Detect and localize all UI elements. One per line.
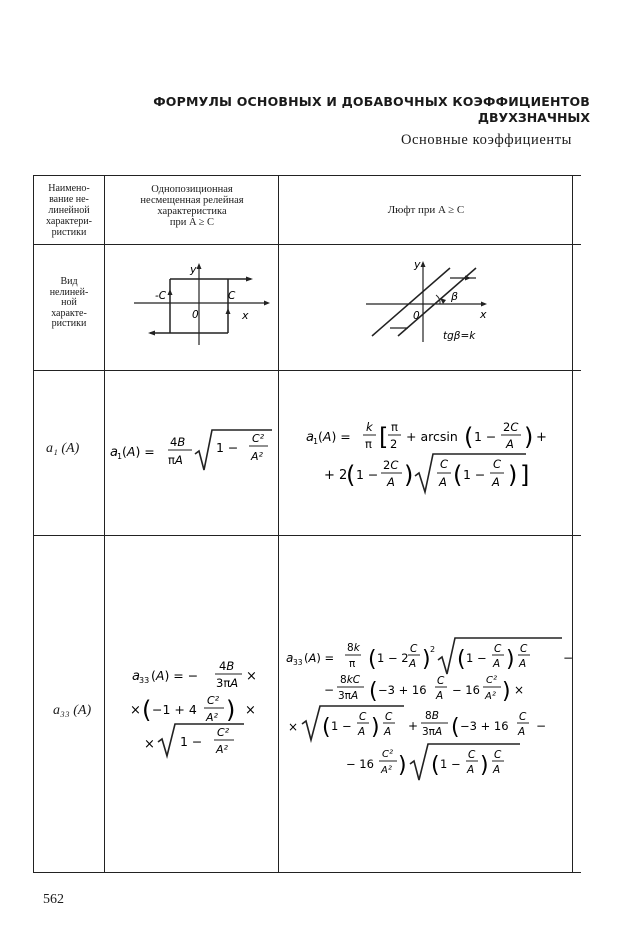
svg-text:(: (	[431, 753, 440, 778]
svg-text:×: ×	[246, 669, 257, 684]
svg-text:33: 33	[139, 676, 150, 685]
svg-text:A²: A²	[381, 765, 392, 776]
formula-a33-backlash	[280, 630, 572, 790]
svg-text:1 − 2: 1 − 2	[377, 651, 409, 665]
svg-text:A: A	[387, 475, 395, 489]
svg-text:C²: C²	[486, 675, 497, 686]
svg-text:+: +	[536, 430, 547, 445]
svg-text:C: C	[410, 643, 418, 655]
svg-text:π: π	[391, 420, 398, 434]
backlash-characteristic-diagram	[280, 246, 572, 368]
svg-text:−: −	[536, 719, 547, 733]
svg-text:−: −	[563, 651, 574, 665]
relay-x-label: x	[242, 309, 249, 322]
svg-text:+ 2: + 2	[324, 468, 348, 483]
svg-text:C: C	[468, 749, 476, 761]
svg-text:8k: 8k	[347, 642, 360, 654]
relay-characteristic-diagram	[106, 246, 278, 368]
backlash-beta-label: β	[451, 290, 459, 303]
svg-text:(: (	[368, 647, 377, 672]
svg-text:A²: A²	[251, 450, 263, 463]
row-label-view: Вид нелиней- ной характе- ристики	[49, 276, 89, 329]
svg-text:A: A	[384, 726, 392, 738]
svg-text:1 −: 1 −	[180, 734, 203, 749]
title-line-2: ДВУХЗНАЧНЫХ	[477, 110, 590, 125]
svg-text:(A) =: (A) =	[318, 429, 351, 444]
svg-text:1 −: 1 −	[474, 429, 497, 444]
svg-text:+: +	[408, 719, 419, 733]
svg-text:2C: 2C	[383, 458, 399, 472]
svg-text:(: (	[453, 461, 463, 489]
relay-c-label: C	[228, 290, 236, 302]
svg-text:1 −: 1 −	[331, 719, 352, 733]
svg-text:1: 1	[313, 437, 319, 446]
col-divider	[278, 175, 279, 872]
formula-a33-relay	[106, 650, 278, 760]
svg-text:]: ]	[520, 461, 530, 489]
svg-text:(: (	[346, 461, 356, 489]
svg-text:2: 2	[390, 437, 398, 451]
relay-minus-c-label: -C	[155, 290, 167, 302]
svg-text:A: A	[439, 475, 447, 489]
svg-text:C²: C²	[382, 749, 393, 760]
svg-text:): )	[524, 423, 534, 451]
backlash-origin-label: 0	[413, 310, 420, 322]
relay-origin-label: 0	[192, 309, 199, 321]
table-top-border	[33, 175, 581, 176]
svg-text:A: A	[492, 475, 500, 489]
svg-text:(: (	[451, 715, 460, 740]
svg-text:C: C	[519, 711, 527, 723]
svg-text:C: C	[520, 643, 528, 655]
svg-text:A: A	[358, 726, 366, 738]
svg-text:A: A	[493, 658, 501, 670]
svg-text:C²: C²	[207, 694, 220, 707]
svg-text:): )	[398, 753, 407, 778]
svg-text:3πA: 3πA	[422, 726, 443, 738]
svg-text:×: ×	[130, 703, 141, 718]
svg-text:(: (	[142, 696, 152, 724]
svg-text:A²: A²	[216, 743, 228, 756]
svg-text:a: a	[132, 669, 140, 684]
svg-text:33: 33	[293, 658, 303, 667]
svg-text:C: C	[440, 457, 449, 471]
svg-text:1 −: 1 −	[463, 467, 486, 482]
svg-text:A: A	[518, 726, 526, 738]
svg-text:a: a	[110, 445, 118, 460]
row-divider	[33, 535, 581, 536]
svg-text:C: C	[494, 749, 502, 761]
row-label-a33: a₃₃ (A)	[53, 703, 92, 718]
svg-text:A: A	[519, 658, 527, 670]
svg-text:4B: 4B	[170, 435, 186, 449]
col-header-name: Наимено- вание не- линейной характери- ристики	[46, 183, 92, 238]
col-header-relay: Однопозиционная несмещенная релейная характеристика при A ≥ C	[140, 184, 244, 228]
svg-text:(A) = −: (A) = −	[151, 668, 199, 683]
svg-text:(: (	[457, 647, 466, 672]
svg-text:C: C	[494, 643, 502, 655]
svg-text:−1 + 4: −1 + 4	[152, 702, 197, 717]
page-number: 562	[43, 892, 64, 907]
svg-text:8kC: 8kC	[340, 674, 361, 686]
svg-text:C: C	[493, 457, 502, 471]
svg-text:): )	[480, 753, 489, 778]
col-divider	[572, 175, 573, 872]
formula-a1-relay	[106, 420, 278, 480]
svg-text:1 −: 1 −	[440, 757, 461, 771]
backlash-tg-label: tgβ=k	[443, 330, 476, 342]
svg-text:×: ×	[288, 720, 299, 734]
table-bottom-border	[33, 872, 581, 873]
row-divider	[33, 244, 581, 245]
svg-text:π: π	[349, 658, 356, 670]
svg-text:− 16: − 16	[452, 683, 480, 697]
svg-text:): )	[226, 696, 236, 724]
relay-y-label: y	[190, 263, 197, 276]
row-label-a1: a₁ (A)	[46, 441, 80, 456]
svg-text:1 −: 1 −	[356, 467, 379, 482]
svg-text:A: A	[493, 764, 501, 776]
svg-text:a: a	[306, 430, 314, 445]
svg-text:3πA: 3πA	[216, 676, 239, 690]
svg-text:): )	[404, 461, 414, 489]
svg-text:8B: 8B	[425, 710, 439, 722]
row-divider	[33, 370, 581, 371]
svg-text:×: ×	[144, 737, 155, 752]
svg-text:[: [	[379, 423, 389, 451]
svg-text:+ arcsin: + arcsin	[406, 429, 458, 444]
svg-text:(: (	[369, 679, 378, 704]
svg-text:): )	[502, 679, 511, 704]
svg-text:−3 + 16: −3 + 16	[460, 719, 509, 733]
svg-text:2: 2	[430, 645, 436, 654]
svg-text:4B: 4B	[219, 659, 235, 673]
svg-text:2C: 2C	[503, 420, 519, 434]
svg-text:C: C	[385, 711, 393, 723]
svg-text:C²: C²	[217, 726, 230, 739]
svg-text:a: a	[286, 651, 294, 665]
svg-text:×: ×	[245, 703, 256, 718]
svg-text:): )	[508, 461, 518, 489]
svg-text:1: 1	[117, 452, 123, 461]
svg-text:(A) =: (A) =	[304, 651, 335, 665]
svg-text:−3 + 16: −3 + 16	[378, 683, 427, 697]
svg-text:C²: C²	[252, 432, 265, 445]
formula-a1-backlash	[280, 410, 572, 494]
svg-text:A²: A²	[485, 691, 496, 702]
svg-text:π: π	[365, 437, 372, 451]
svg-text:C: C	[437, 675, 445, 687]
svg-text:1 −: 1 −	[466, 651, 487, 665]
svg-text:(: (	[322, 715, 331, 740]
svg-text:): )	[422, 647, 431, 672]
svg-text:): )	[371, 715, 380, 740]
svg-text:C: C	[359, 711, 367, 723]
svg-text:3πA: 3πA	[338, 690, 359, 702]
svg-text:k: k	[366, 420, 373, 434]
backlash-y-label: y	[414, 258, 421, 271]
svg-text:(: (	[464, 423, 474, 451]
svg-text:A: A	[436, 690, 444, 702]
svg-text:A: A	[506, 437, 514, 451]
svg-text:πA: πA	[168, 453, 183, 467]
svg-text:A²: A²	[206, 711, 218, 724]
svg-text:): )	[506, 647, 515, 672]
svg-text:A: A	[409, 658, 417, 670]
svg-text:−: −	[324, 683, 335, 697]
col-header-backlash: Люфт при A ≥ C	[387, 204, 465, 216]
svg-text:A: A	[467, 764, 475, 776]
backlash-x-label: x	[480, 308, 487, 321]
svg-text:1 −: 1 −	[216, 440, 239, 455]
col-divider	[104, 175, 105, 872]
svg-text:− 16: − 16	[346, 757, 374, 771]
svg-text:×: ×	[514, 683, 525, 697]
subtitle: Основные коэффициенты	[400, 132, 572, 148]
col-divider	[33, 175, 34, 872]
title-line-1: ФОРМУЛЫ ОСНОВНЫХ И ДОБАВОЧНЫХ КОЭФФИЦИЕНТОВ	[153, 94, 590, 109]
svg-text:(A) =: (A) =	[122, 444, 155, 459]
